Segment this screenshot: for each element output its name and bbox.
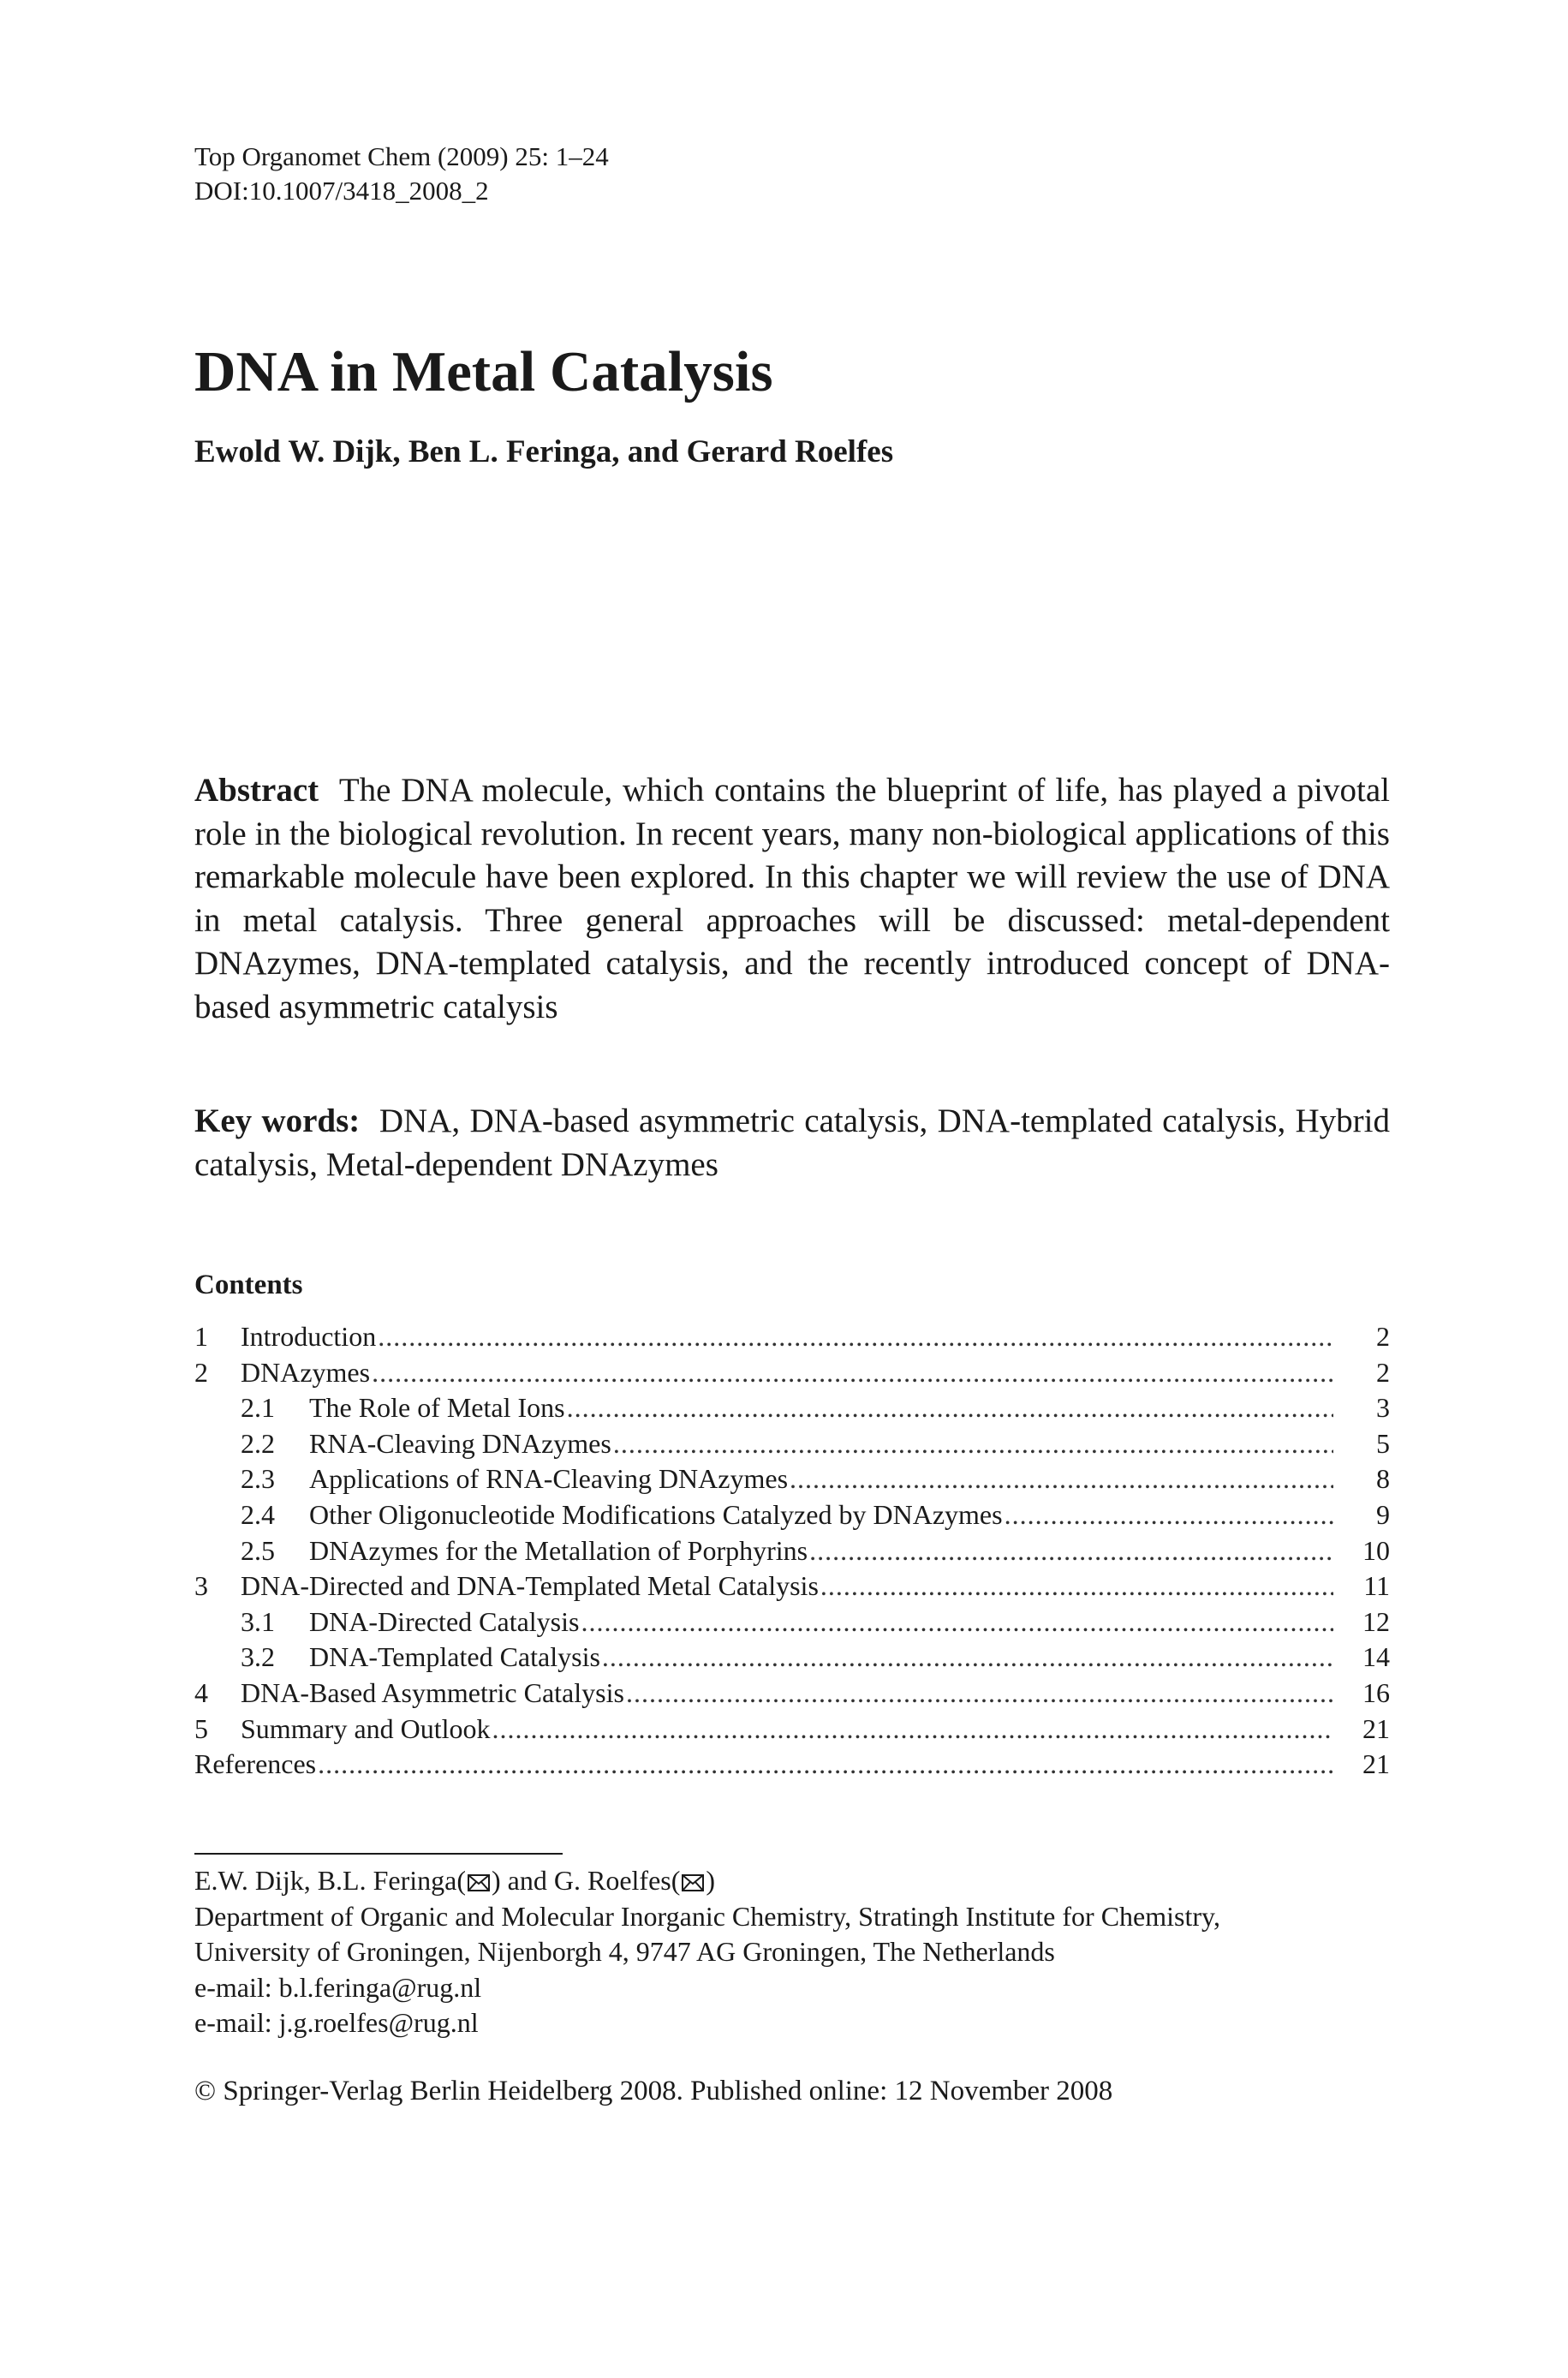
table-of-contents bbox=[194, 1319, 1390, 1783]
toc-entry[interactable] bbox=[194, 1533, 1390, 1569]
toc-leader-dots bbox=[372, 1355, 1333, 1391]
toc-entry[interactable] bbox=[194, 1497, 1390, 1533]
toc-entry-title: RNA-Cleaving DNAzymes bbox=[309, 1427, 611, 1459]
toc-entry-page: 11 bbox=[1363, 1570, 1390, 1602]
toc-leader-dots bbox=[790, 1461, 1333, 1497]
toc-entry-title: Introduction bbox=[241, 1321, 377, 1352]
email-feringa[interactable]: e-mail: b.l.feringa@rug.nl bbox=[194, 1971, 482, 2003]
toc-entry[interactable] bbox=[194, 1461, 1390, 1497]
toc-entry-page: 14 bbox=[1362, 1641, 1390, 1673]
toc-entry-number: 4 bbox=[194, 1676, 208, 1708]
toc-entry-number: 2.2 bbox=[241, 1427, 275, 1459]
toc-leader-dots bbox=[820, 1568, 1333, 1604]
toc-entry[interactable] bbox=[194, 1426, 1390, 1462]
toc-entry-title: DNA-Templated Catalysis bbox=[309, 1641, 600, 1673]
abstract-text: The DNA molecule, which contains the blueprint of life, has played a pivotal role in the biological revolution. In recent years, many non-biological applications of this remarkable molecule have been explored. In this chapter we will review the use of DNA in metal catalysis. Three general approaches will be discussed: metal-dependent DNAzymes, DNA-templated catalysis, and the recently introduced concept of DNA-based asymmetric catalysis bbox=[194, 772, 1390, 1025]
toc-entry-page: 2 bbox=[1376, 1356, 1390, 1388]
toc-entry-number: 3.2 bbox=[241, 1641, 275, 1673]
toc-entry-title: DNA-Based Asymmetric Catalysis bbox=[241, 1676, 624, 1708]
doi: DOI:10.1007/3418_2008_2 bbox=[194, 176, 489, 206]
toc-leader-dots bbox=[567, 1390, 1333, 1426]
toc-leader-dots bbox=[1005, 1497, 1333, 1533]
contents-heading: Contents bbox=[194, 1270, 303, 1300]
toc-entry-number: 3 bbox=[194, 1570, 208, 1602]
author-list: Ewold W. Dijk, Ben L. Feringa, and Gerard Roelfes bbox=[194, 434, 894, 469]
toc-entry-title: Other Oligonucleotide Modifications Catalyzed by DNAzymes bbox=[309, 1498, 1003, 1530]
keywords-text: DNA, DNA-based asymmetric catalysis, DNA-templated catalysis, Hybrid catalysis, Metal-dependent DNAzymes bbox=[194, 1102, 1390, 1183]
names-text-3: ) bbox=[706, 1865, 716, 1896]
paper-title: DNA in Metal Catalysis bbox=[194, 340, 773, 403]
toc-entry-number: 2 bbox=[194, 1356, 208, 1388]
toc-entry-title: DNAzymes bbox=[241, 1356, 371, 1388]
running-header bbox=[194, 140, 1390, 208]
toc-entry[interactable] bbox=[194, 1390, 1390, 1426]
department: Department of Organic and Molecular Inorganic Chemistry, Stratingh Institute for Chemistry, bbox=[194, 1900, 1220, 1932]
toc-entry-number: 2.1 bbox=[241, 1392, 275, 1424]
toc-leader-dots bbox=[809, 1533, 1333, 1569]
toc-leader-dots bbox=[492, 1712, 1333, 1748]
toc-entry-title: DNA-Directed and DNA-Templated Metal Catalysis bbox=[241, 1570, 819, 1602]
toc-entry[interactable] bbox=[194, 1640, 1390, 1676]
toc-entry-title: Applications of RNA-Cleaving DNAzymes bbox=[309, 1463, 789, 1495]
toc-entry-page: 9 bbox=[1376, 1498, 1390, 1530]
toc-entry[interactable] bbox=[194, 1676, 1390, 1712]
keywords bbox=[194, 1100, 1390, 1186]
toc-leader-dots bbox=[581, 1604, 1333, 1640]
toc-entry-title: The Role of Metal Ions bbox=[309, 1392, 565, 1424]
names-text-1: E.W. Dijk, B.L. Feringa( bbox=[194, 1865, 466, 1896]
journal-citation: Top Organomet Chem (2009) 25: 1–24 bbox=[194, 141, 609, 171]
toc-entry-page: 2 bbox=[1376, 1321, 1390, 1352]
toc-entry-page: 3 bbox=[1376, 1392, 1390, 1424]
toc-entry[interactable] bbox=[194, 1568, 1390, 1604]
toc-entry[interactable] bbox=[194, 1604, 1390, 1640]
author-affiliation bbox=[194, 1863, 1390, 2041]
toc-entry-page: 5 bbox=[1376, 1427, 1390, 1459]
toc-entry-page: 8 bbox=[1376, 1463, 1390, 1495]
toc-entry-page: 12 bbox=[1362, 1605, 1390, 1637]
toc-entry-title: References bbox=[194, 1748, 317, 1780]
abstract bbox=[194, 769, 1390, 1029]
toc-entry-page: 21 bbox=[1362, 1748, 1390, 1780]
toc-entry-title: Summary and Outlook bbox=[241, 1712, 491, 1744]
footnote-rule bbox=[194, 1853, 563, 1855]
names-text-2: ) and G. Roelfes( bbox=[492, 1865, 681, 1896]
toc-entry[interactable] bbox=[194, 1319, 1390, 1355]
abstract-label: Abstract bbox=[194, 772, 319, 809]
address: University of Groningen, Nijenborgh 4, 9747 AG Groningen, The Netherlands bbox=[194, 1936, 1055, 1967]
toc-leader-dots bbox=[602, 1640, 1333, 1676]
toc-leader-dots bbox=[626, 1676, 1333, 1712]
toc-entry-page: 10 bbox=[1362, 1534, 1390, 1566]
envelope-icon bbox=[468, 1874, 490, 1891]
toc-entry-number: 2.5 bbox=[241, 1534, 275, 1566]
toc-entry[interactable] bbox=[194, 1747, 1390, 1783]
toc-entry-number: 5 bbox=[194, 1712, 208, 1744]
toc-leader-dots bbox=[318, 1747, 1333, 1783]
toc-entry[interactable] bbox=[194, 1355, 1390, 1391]
toc-leader-dots bbox=[613, 1426, 1333, 1462]
copyright-line: © Springer-Verlag Berlin Heidelberg 2008. Published online: 12 November 2008 bbox=[194, 2076, 1113, 2106]
toc-entry-page: 16 bbox=[1362, 1676, 1390, 1708]
toc-leader-dots bbox=[378, 1319, 1333, 1355]
toc-entry[interactable] bbox=[194, 1712, 1390, 1748]
toc-entry-number: 1 bbox=[194, 1321, 208, 1352]
toc-entry-page: 21 bbox=[1362, 1712, 1390, 1744]
email-roelfes[interactable]: e-mail: j.g.roelfes@rug.nl bbox=[194, 2007, 479, 2038]
corresponding-authors bbox=[194, 1863, 1390, 1899]
toc-entry-number: 2.3 bbox=[241, 1463, 275, 1495]
toc-entry-number: 2.4 bbox=[241, 1498, 275, 1530]
envelope-icon bbox=[682, 1874, 704, 1891]
toc-entry-number: 3.1 bbox=[241, 1605, 275, 1637]
keywords-label: Key words: bbox=[194, 1102, 361, 1139]
toc-entry-title: DNA-Directed Catalysis bbox=[309, 1605, 580, 1637]
toc-entry-title: DNAzymes for the Metallation of Porphyrins bbox=[309, 1534, 808, 1566]
